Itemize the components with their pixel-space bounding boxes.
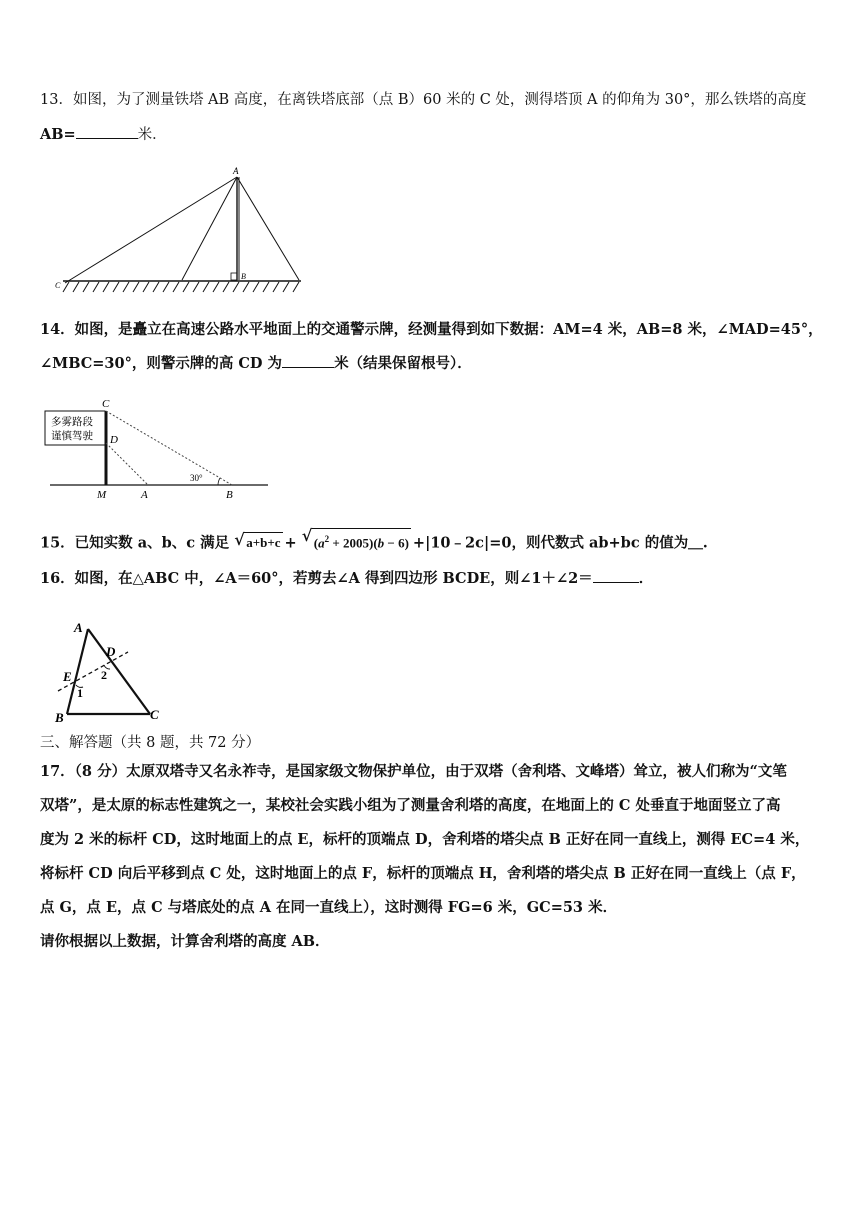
q14-line2 (40, 353, 472, 374)
q14-answer-blank (282, 353, 334, 368)
q16-figure (50, 615, 170, 725)
q13-unit: 米． (137, 127, 167, 143)
q15-radicand-2: $(a^2 + 2005)(b - 6)$ (312, 528, 411, 553)
q17-line6: 请你根据以上数据，计算舍利塔的高度 AB． (40, 933, 330, 950)
q13-figure (55, 165, 315, 300)
q13-label-A: A (233, 166, 239, 176)
q13-line1: 13．如图，为了测量铁塔 AB 高度，在离铁塔底部（点 B）60 米的 C 处，测得塔顶 A 的仰角为 30°，那么铁塔的高度 (40, 92, 807, 108)
q14-angle-arc (218, 478, 220, 485)
q17-line2: 双塔”，是太原的标志性建筑之一，某校社会实践小组为了测量舍利塔的高度，在地面上的 C 处垂直于地面竖立了高 (40, 797, 781, 814)
q16-label-B: B (55, 710, 64, 725)
q15-prefix: 15．已知实数 a、b、c 满足 (40, 534, 230, 552)
q16-label-A: A (74, 620, 83, 635)
q14-label-A: A (141, 489, 148, 501)
q14-label-C: C (102, 398, 110, 410)
q14-angle-label: 30° (190, 473, 203, 483)
q14-label-B: B (226, 489, 233, 501)
q16-side-AC (88, 629, 150, 714)
q14-figure (40, 395, 272, 505)
q13-label-C: C (55, 281, 61, 290)
q17-line5: 点 G，点 E，点 C 与塔底处的点 A 在同一直线上），这时测得 FG=6 米，GC=53 米． (40, 899, 618, 916)
q13-ab-label: AB= (40, 126, 76, 143)
q17-line4: 将标杆 CD 向后平移到点 C 处，这时地面上的点 F，标杆的顶端点 H，舍利塔的塔尖点 B 正好在同一直线上（点 F， (40, 865, 806, 882)
q13-line2 (40, 124, 167, 145)
q16-label-D: D (106, 644, 116, 659)
q17-line1: 17．（8 分）太原双塔寺又名永祚寺，是国家级文物保护单位，由于双塔（舍利塔、文峰塔）耸立，被人们称为“文笔 (40, 763, 787, 780)
q15-radical-1: √ a+b+c (234, 532, 282, 553)
q16-label-E: E (63, 669, 72, 684)
q15-suffix: +|10﹣2c|=0，则代数式 ab+bc 的值为＿. (412, 534, 708, 552)
q13-label-B: B (241, 272, 246, 281)
section-3-title: 三、解答题（共 8 题，共 72 分） (40, 735, 261, 751)
q16-line (40, 568, 653, 589)
q15-plus: + (284, 534, 297, 552)
q15-radical-2: √ $(a^2 + 2005)(b - 6)$ (302, 528, 411, 553)
q14-label-M: M (97, 489, 107, 501)
q13-line-left-A (182, 177, 237, 280)
q16-text: 16．如图，在△ABC 中，∠A＝60°，若剪去∠A 得到四边形 BCDE，则∠1＋∠2＝ (40, 570, 593, 587)
q13-ground-hatch (63, 282, 299, 292)
q15-radicand-1: a+b+c (244, 532, 282, 553)
q14-sign-line2: 谨慎驾驶 (51, 430, 93, 442)
q14-line1: 14．如图，是矗立在高速公路水平地面上的交通警示牌，经测量得到如下数据：AM=4 米，AB=8 米，∠MAD=45°， (40, 321, 823, 338)
q14-dotted-CB (106, 411, 232, 485)
q15-line (40, 528, 708, 553)
q13-answer-blank (76, 124, 138, 139)
q13-line-CA (65, 177, 237, 283)
q16-answer-blank (593, 568, 639, 583)
q14-dotted-DA (106, 443, 148, 485)
q14-suffix: 米（结果保留根号）． (334, 355, 472, 372)
q17-line3: 度为 2 米的标杆 CD，这时地面上的点 E，标杆的顶端点 D，舍利塔的塔尖点 B 正好在同一直线上，测得 EC=4 米， (40, 831, 810, 848)
q16-label-C: C (150, 707, 159, 722)
q13-line-right-A (237, 177, 299, 280)
q16-label-2: 2 (101, 668, 107, 682)
q16-suffix: ． (638, 570, 654, 587)
q14-sign-line1: 多雾路段 (51, 416, 93, 428)
q14-prefix: ∠MBC=30°，则警示牌的高 CD 为 (40, 355, 283, 372)
q13-right-angle (231, 273, 237, 280)
q16-label-1: 1 (77, 686, 83, 700)
q14-label-D: D (110, 434, 118, 446)
